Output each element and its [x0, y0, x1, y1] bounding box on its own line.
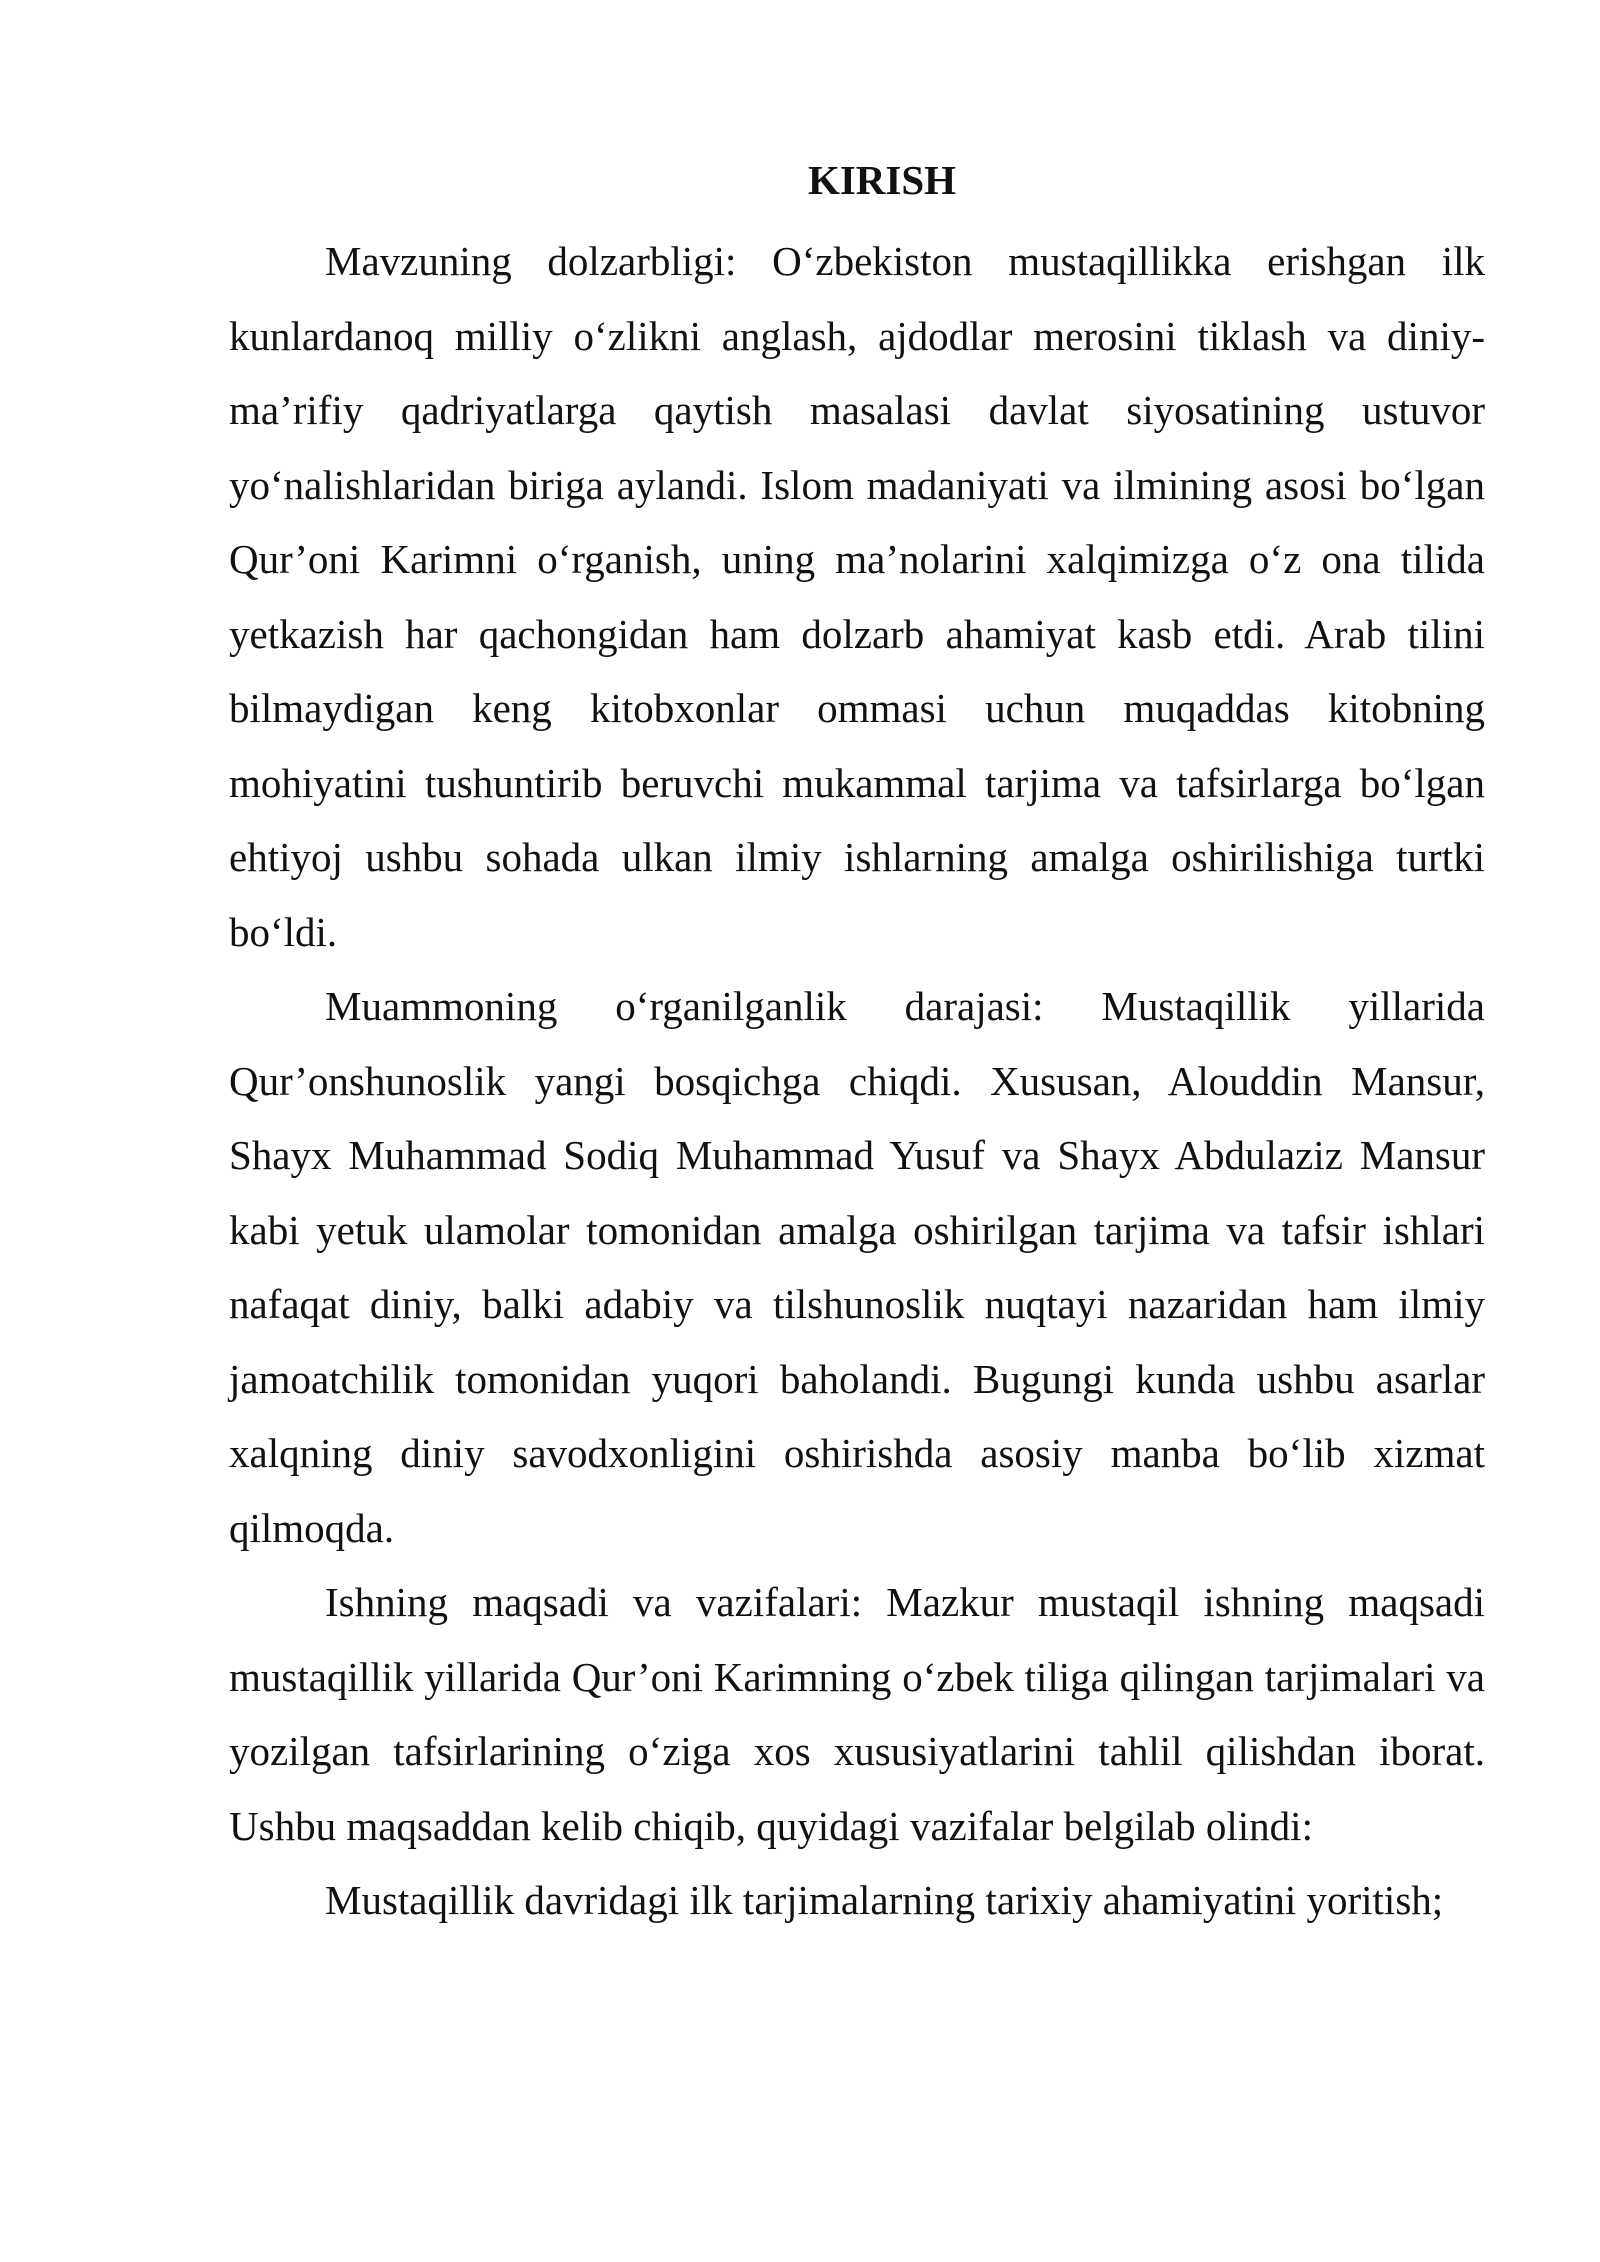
paragraph-research-degree: Muammoning o‘rganilganlik darajasi: Mustaqillik yillarida Qur’onshunoslik yangi bosqichga chiqdi. Xususan, Alouddin Mansur, Shayx Muhammad Sodiq Muhammad Yusuf va Shayx Abdulaziz Mansur kabi yetuk ulamolar tomonidan amalga oshirilgan tarjima va tafsir ishlari nafaqat diniy, balki adabiy va tilshunoslik nuqtayi nazaridan ham ilmiy jamoatchilik tomonidan yuqori baholandi. Bugungi kunda ushbu asarlar xalqning diniy savodxonligini oshirishda asosiy manba bo‘lib xizmat qilmoqda. — [229, 983, 1485, 1551]
paragraph-task-item: Mustaqillik davridagi ilk tarjimalarning tarixiy ahamiyatini yoritish; — [325, 1877, 1444, 1923]
paragraph-goals-tasks: Ishning maqsadi va vazifalari: Mazkur mustaqil ishning maqsadi mustaqillik yillarida Qur’oni Karimning o‘zbek tiliga qilingan tarjimalari va yozilgan tafsirlarining o‘ziga xos xususiyatlarini tahlil qilishdan iborat. Ushbu maqsaddan kelib chiqib, quyidagi vazifalar belgilab olindi: — [229, 1579, 1485, 1849]
document-body — [229, 150, 1485, 1938]
page-title: KIRISH — [807, 157, 957, 203]
paragraph-relevance: Mavzuning dolzarbligi: O‘zbekiston mustaqillikka erishgan ilk kunlardanoq milliy o‘zlikni anglash, ajdodlar merosini tiklash va diniy-ma’rifiy qadriyatlarga qaytish masalasi davlat siyosatining ustuvor yo‘nalishlaridan biriga aylandi. Islom madaniyati va ilmining asosi bo‘lgan Qur’oni Karimni o‘rganish, uning ma’nolarini xalqimizga o‘z ona tilida yetkazish har qachongidan ham dolzarb ahamiyat kasb etdi. Arab tilini bilmaydigan keng kitobxonlar ommasi uchun muqaddas kitobning mohiyatini tushuntirib beruvchi mukammal tarjima va tafsirlarga bo‘lgan ehtiyoj ushbu sohada ulkan ilmiy ishlarning amalga oshirilishiga turtki bo‘ldi. — [229, 238, 1485, 955]
